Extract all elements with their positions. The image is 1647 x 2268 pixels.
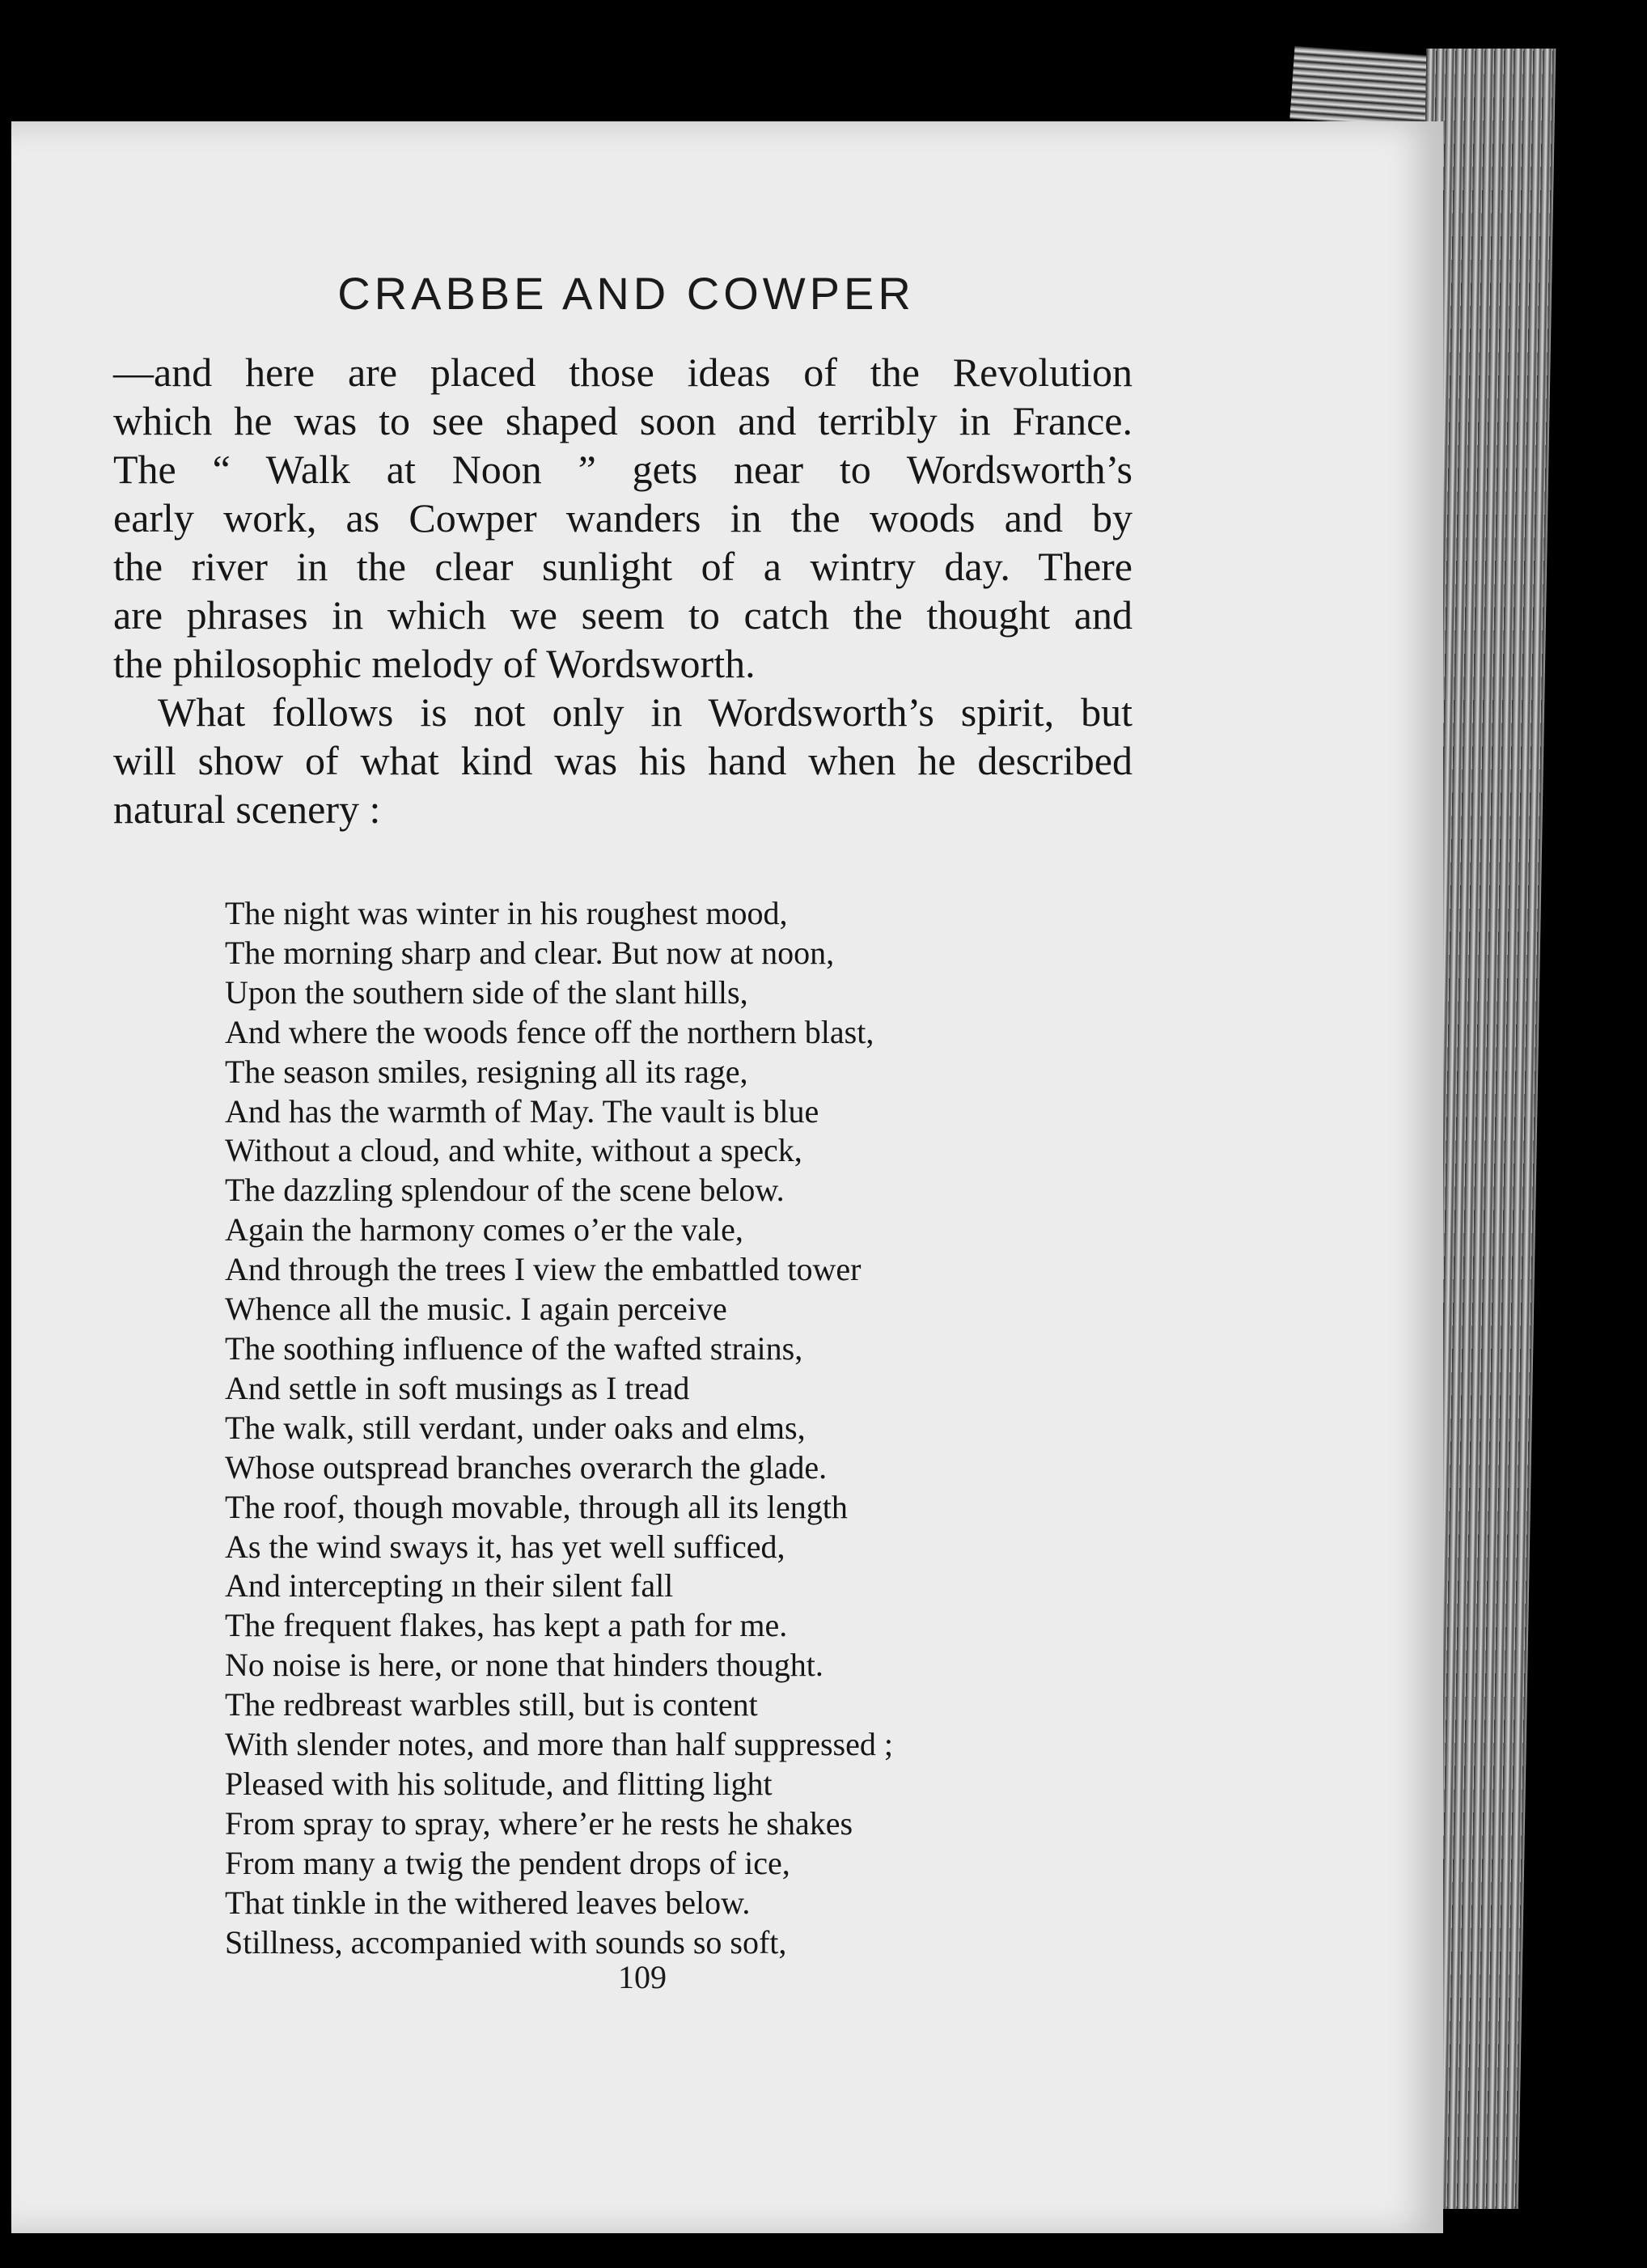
verse-line: Stillness, accompanied with sounds so soft, (225, 1923, 787, 1961)
prose-line: are phrases in which we seem to catch the thought and (113, 592, 1133, 638)
verse-line: And settle in soft musings as I tread (225, 1369, 690, 1406)
verse-line: And through the trees I view the embattled tower (225, 1251, 862, 1288)
prose-block (113, 348, 1133, 833)
running-head: CRABBE AND COWPER (337, 268, 915, 319)
verse-line: The night was winter in his roughest mood, (225, 895, 788, 931)
verse-line: The roof, though movable, through all its length (225, 1488, 848, 1525)
verse-line: And where the woods fence off the northern blast, (225, 1013, 874, 1050)
prose-line: which he was to see shaped soon and terribly in France. (113, 398, 1133, 443)
verse-line: The season smiles, resigning all its rage, (225, 1053, 748, 1090)
verse-line: The dazzling splendour of the scene below. (225, 1172, 785, 1209)
prose-line: early work, as Cowper wanders in the woods and by (113, 495, 1133, 541)
verse-line: Upon the southern side of the slant hills, (225, 973, 748, 1011)
prose-line: will show of what kind was his hand when he described (113, 738, 1133, 783)
prose-line: the philosophic melody of Wordsworth. (113, 641, 756, 686)
verse-quotation (225, 894, 1099, 1962)
verse-line: The morning sharp and clear. But now at noon, (225, 934, 835, 971)
verse-line: With slender notes, and more than half suppressed ; (225, 1726, 893, 1763)
page-number: 109 (618, 1959, 667, 1995)
prose-line: What follows is not only in Wordsworth’s spirit, but (158, 689, 1133, 735)
verse-line: Whence all the music. I again perceive (225, 1291, 727, 1328)
verse-line: Again the harmony comes o’er the vale, (225, 1211, 743, 1248)
verse-line: The frequent flakes, has kept a path for me. (225, 1607, 788, 1644)
verse-line: The soothing influence of the wafted strains, (225, 1329, 803, 1367)
prose-line: the river in the clear sunlight of a wintry day. There (113, 544, 1133, 589)
verse-line: From many a twig the pendent drops of ice, (225, 1844, 790, 1881)
verse-line: As the wind sways it, has yet well sufficed, (225, 1528, 785, 1565)
verse-line: The walk, still verdant, under oaks and elms, (225, 1409, 806, 1446)
verse-line: Without a cloud, and white, without a speck, (225, 1132, 802, 1169)
prose-line: natural scenery : (113, 786, 381, 832)
verse-line: And has the warmth of May. The vault is blue (225, 1092, 819, 1130)
verse-line: Whose outspread branches overarch the glade. (225, 1448, 828, 1486)
book-page (11, 121, 1443, 2233)
prose-line: —and here are placed those ideas of the Revolution (113, 350, 1133, 395)
paragraph-2 (113, 688, 1133, 833)
verse-line: No noise is here, or none that hinders thought. (225, 1647, 824, 1684)
page-content (11, 121, 1443, 2233)
verse-line: That tinkle in the withered leaves below. (225, 1884, 751, 1921)
prose-line: The “ Walk at Noon ” gets near to Wordsworth’s (113, 447, 1133, 492)
verse-line: And intercepting ın their silent fall (225, 1567, 674, 1605)
verse-line: From spray to spray, where’er he rests he shakes (225, 1804, 853, 1842)
verse-line: Pleased with his solitude, and flitting light (225, 1765, 773, 1802)
paragraph-1 (113, 348, 1133, 688)
verse-line: The redbreast warbles still, but is content (225, 1686, 758, 1723)
